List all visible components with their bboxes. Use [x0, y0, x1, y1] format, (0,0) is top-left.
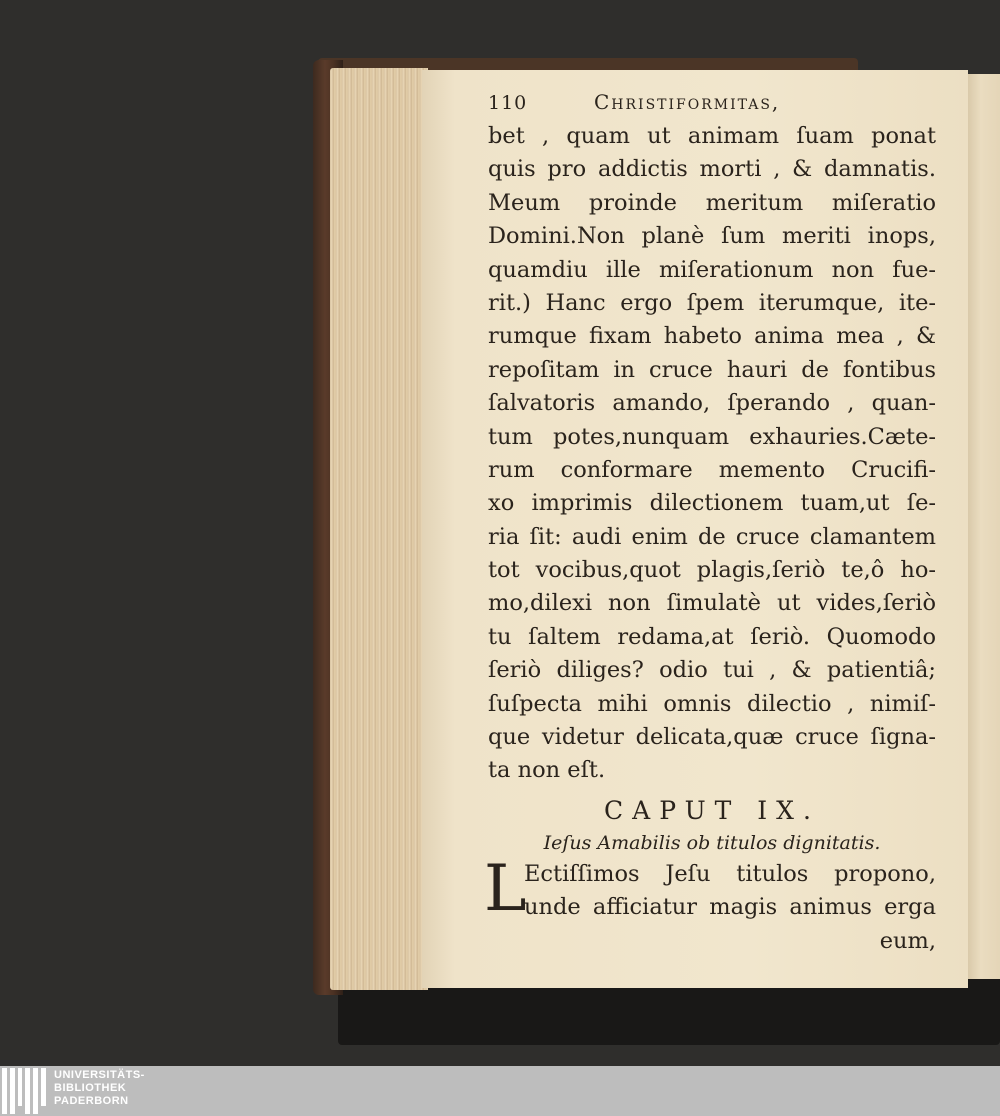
drop-cap: L	[484, 851, 527, 926]
library-footer	[0, 1066, 1000, 1116]
running-title: Christiformitas,	[594, 90, 781, 114]
page-header	[488, 88, 936, 120]
text-line: Meum proinde meritum miſeratio	[488, 189, 936, 216]
text-line: ſeriò diliges? odio tui , & patientiâ;	[488, 657, 936, 684]
text-line: unde afficiatur magis animus erga	[524, 894, 936, 921]
drop-cap-lines	[524, 858, 936, 925]
text-line: ſuſpecta mihi omnis dilectio , nimiſ-	[488, 690, 936, 717]
text-line: tu ſaltem redama,at ſeriò. Quomodo	[488, 623, 936, 650]
page-number: 110	[488, 92, 528, 114]
text-line: bet , quam ut animam ſuam ponat	[488, 123, 936, 149]
text-line: ria ſit: audi enim de cruce clamantem	[488, 523, 936, 550]
text-line: mo,dilexi non ſimulatè ut vides,ſeriò	[488, 590, 936, 617]
library-name-line: PADERBORN	[54, 1095, 129, 1107]
text-line: ta non eſt.	[488, 757, 606, 784]
text-line: xo imprimis dilectionem tuam,ut ſe-	[488, 490, 936, 517]
text-line: repoſitam in cruce hauri de fontibus	[488, 356, 936, 383]
text-line: quis pro addictis morti , & damnatis.	[488, 156, 936, 183]
chapter-subtitle: Ieſus Amabilis ob titulos dignitatis.	[543, 831, 881, 854]
page-edges	[330, 68, 428, 990]
text-line: tot vocibus,quot plagis,ſeriò te,ô ho-	[488, 557, 936, 584]
text-line: que videtur delicata,quæ cruce ſigna-	[488, 724, 936, 751]
catchword: eum,	[879, 927, 936, 954]
text-line: rum conformare memento Crucifi-	[488, 456, 936, 483]
text-line: rit.) Hanc ergo ſpem iterumque, ite-	[488, 289, 936, 316]
chapter-opening	[484, 851, 936, 926]
text-line: ſalvatoris amando, ſperando , quan-	[488, 390, 936, 417]
text-line: Domini.Non planè ſum meriti inops,	[488, 223, 936, 250]
text-line: quamdiu ille miſerationum non fue-	[488, 256, 936, 283]
library-name	[54, 1069, 145, 1108]
text-line: rumque fixam habeto anima mea , &	[488, 323, 936, 350]
chapter-heading: CAPUT IX.	[604, 795, 820, 825]
facing-page-edge	[966, 74, 1000, 979]
page-text	[484, 88, 936, 956]
text-line: Ectiſſimos Jeſu titulos propono,	[524, 860, 936, 887]
text-line: tum potes,nunquam exhauries.Cæte-	[488, 423, 936, 450]
library-name-line: UNIVERSITÄTS-	[54, 1069, 145, 1081]
library-logo-icon	[2, 1068, 46, 1114]
library-name-line: BIBLIOTHEK	[54, 1082, 127, 1094]
